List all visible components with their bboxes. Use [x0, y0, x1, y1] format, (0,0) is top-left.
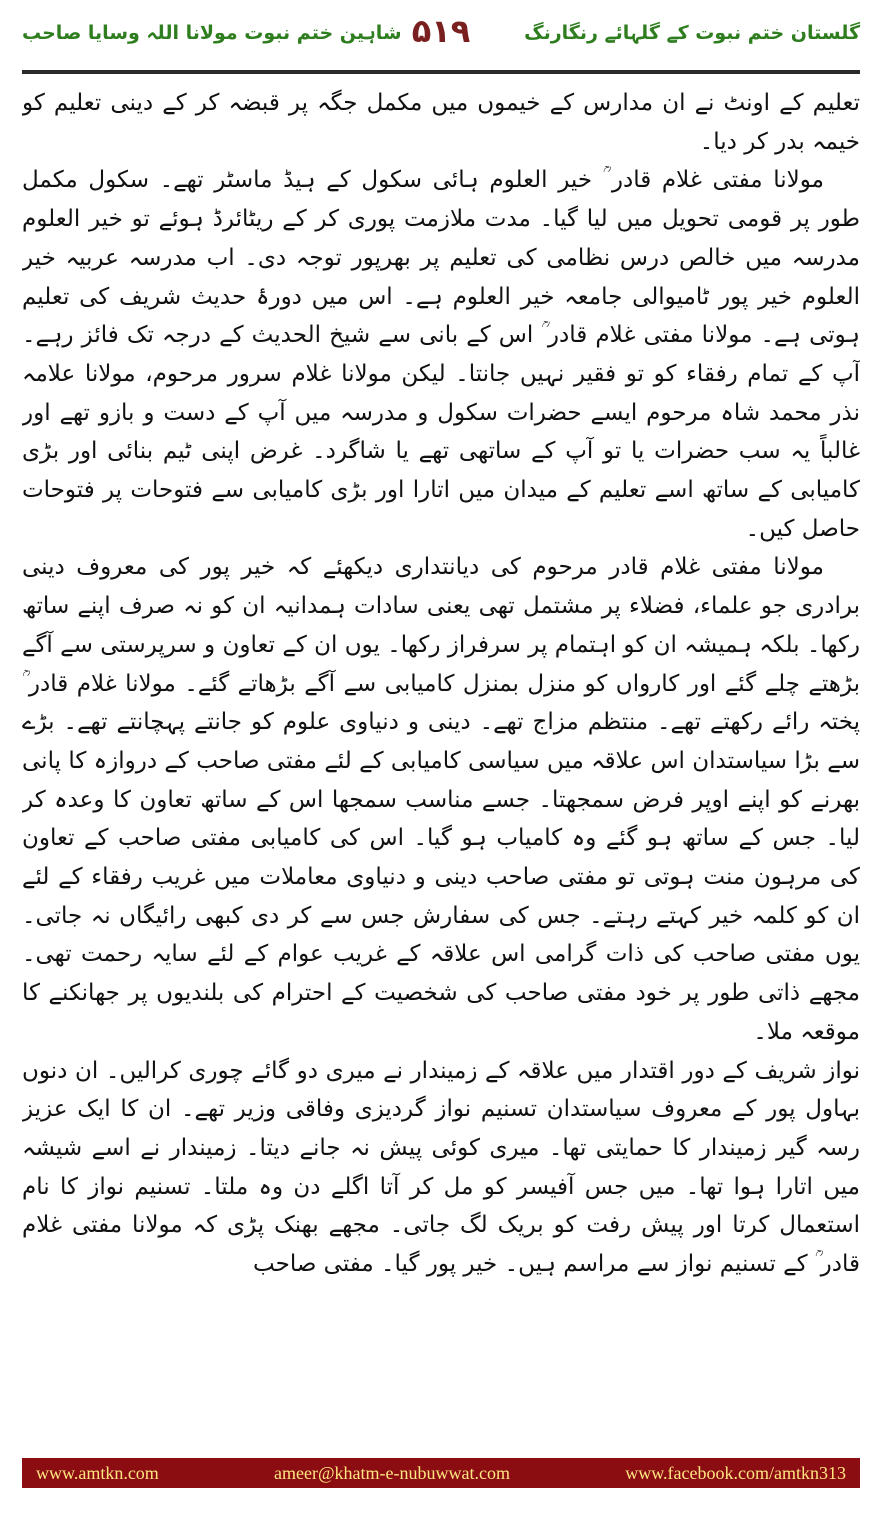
footer-facebook-link[interactable]: www.facebook.com/amtkn313 [625, 1462, 846, 1483]
footer-website-link[interactable]: www.amtkn.com [36, 1462, 159, 1483]
page-header [22, 12, 860, 68]
footer-bar [22, 1458, 860, 1488]
article-body [22, 84, 860, 1434]
paragraph-2: مولانا مفتی غلام قادر ؒ خیر العلوم ہائی سکول کے ہیڈ ماسٹر تھے۔ سکول مکمل طور پر قومی تحویل میں لیا گیا۔ مدت ملازمت پوری کر کے ریٹائرڈ ہوئے تو خیر العلوم مدرسہ میں خالص درس نظامی کی تعلیم پر بھرپور توجہ دی۔ اب مدرسہ عربیہ خیر العلوم خیر پور ٹامیوالی جامعہ خیر العلوم ہے۔ اس میں دورۂ حدیث شریف کی تعلیم ہوتی ہے۔ مولانا مفتی غلام قادر ؒ اس کے بانی سے شیخ الحدیث کے درجہ تک فائز رہے۔ آپ کے تمام رفقاء کو تو فقیر نہیں جانتا۔ لیکن مولانا غلام سرور مرحوم، مولانا علامہ نذر محمد شاہ مرحوم ایسے حضرات سکول و مدرسہ میں آپ کے دست و بازو تھے اور غالباً یہ سب حضرات یا تو آپ کے ساتھی تھے یا شاگرد۔ غرض اپنی ٹیم بنائی اور بڑی کامیابی کے ساتھ اسے تعلیم کے میدان میں اتارا اور بڑی کامیابی سے فتوحات پر فتوحات حاصل کیں۔ [22, 167, 860, 542]
header-book-subtitle: شاہین ختم نبوت مولانا اللہ وسایا صاحب [22, 22, 402, 44]
page-number: ۵۱۹ [411, 12, 471, 50]
paragraph-3: مولانا مفتی غلام قادر مرحوم کی دیانتداری دیکھئے کہ خیر پور کی معروف دینی برادری جو علماء، فضلاء پر مشتمل تھی یعنی سادات ہمدانیہ ان کو نہ صرف اپنے ساتھ رکھا۔ بلکہ ہمیشہ ان کو اہتمام پر سرفراز رکھا۔ یوں ان کے تعاون و سرپرستی سے آگے بڑھتے چلے گئے اور کارواں کو منزل بمنزل کامیابی سے آگے بڑھاتے گئے۔ مولانا غلام قادر ؒ پختہ رائے رکھتے تھے۔ منتظم مزاج تھے۔ دینی و دنیاوی علوم کو جانتے پہچانتے تھے۔ بڑے سے بڑا سیاستدان اس علاقہ میں سیاسی کامیابی کے لئے مفتی صاحب کے دروازہ کا پانی بھرنے کو اپنے اوپر فرض سمجھتا۔ جسے مناسب سمجھا اس کے ساتھ تعاون کا وعدہ کر لیا۔ جس کے ساتھ ہو گئے وہ کامیاب ہو گیا۔ اس کی کامیابی مفتی صاحب کے تعاون کی مرہون منت ہوتی تو مفتی صاحب دینی و دنیاوی معاملات میں غریب رفقاء کے لئے ان کو کلمہ خیر کہتے رہتے۔ جس کی سفارش جس سے کر دی کبھی رائیگاں نہ جاتی۔ یوں مفتی صاحب کی ذات گرامی اس علاقہ کے غریب عوام کے لئے سایہ رحمت تھی۔ مجھے ذاتی طور پر خود مفتی صاحب کی شخصیت کے احترام کی بلندیوں پر جھانکنے کا موقعہ ملا۔ [22, 554, 860, 1045]
footer-email-link[interactable]: ameer@khatm-e-nubuwwat.com [274, 1462, 511, 1483]
header-book-title: گلستان ختم نبوت کے گلہائے رنگارنگ [524, 22, 860, 44]
paragraph-4: نواز شریف کے دور اقتدار میں علاقہ کے زمیندار نے میری دو گائے چوری کرالیں۔ ان دنوں بہاول پور کے معروف سیاستدان تسنیم نواز گردیزی وفاقی وزیر تھے۔ ان کا ایک عزیز رسہ گیر زمیندار کا حمایتی تھا۔ میری کوئی پیش نہ جانے دیتا۔ زمیندار نے اسے شیشہ میں اتارا ہوا تھا۔ میں جس آفیسر کو مل کر آتا اگلے دن وہ ملتا۔ تسنیم نواز کا نام استعمال کرتا اور پیش رفت کو بریک لگ جاتی۔ مجھے بھنک پڑی کہ مولانا مفتی غلام قادر ؒ کے تسنیم نواز سے مراسم ہیں۔ خیر پور گیا۔ مفتی صاحب [22, 1057, 860, 1278]
paragraph-1: تعلیم کے اونٹ نے ان مدارس کے خیموں میں مکمل جگہ پر قبضہ کر کے دینی تعلیم کو خیمہ بدر کر دیا۔ [22, 90, 860, 155]
header-divider [22, 70, 860, 74]
